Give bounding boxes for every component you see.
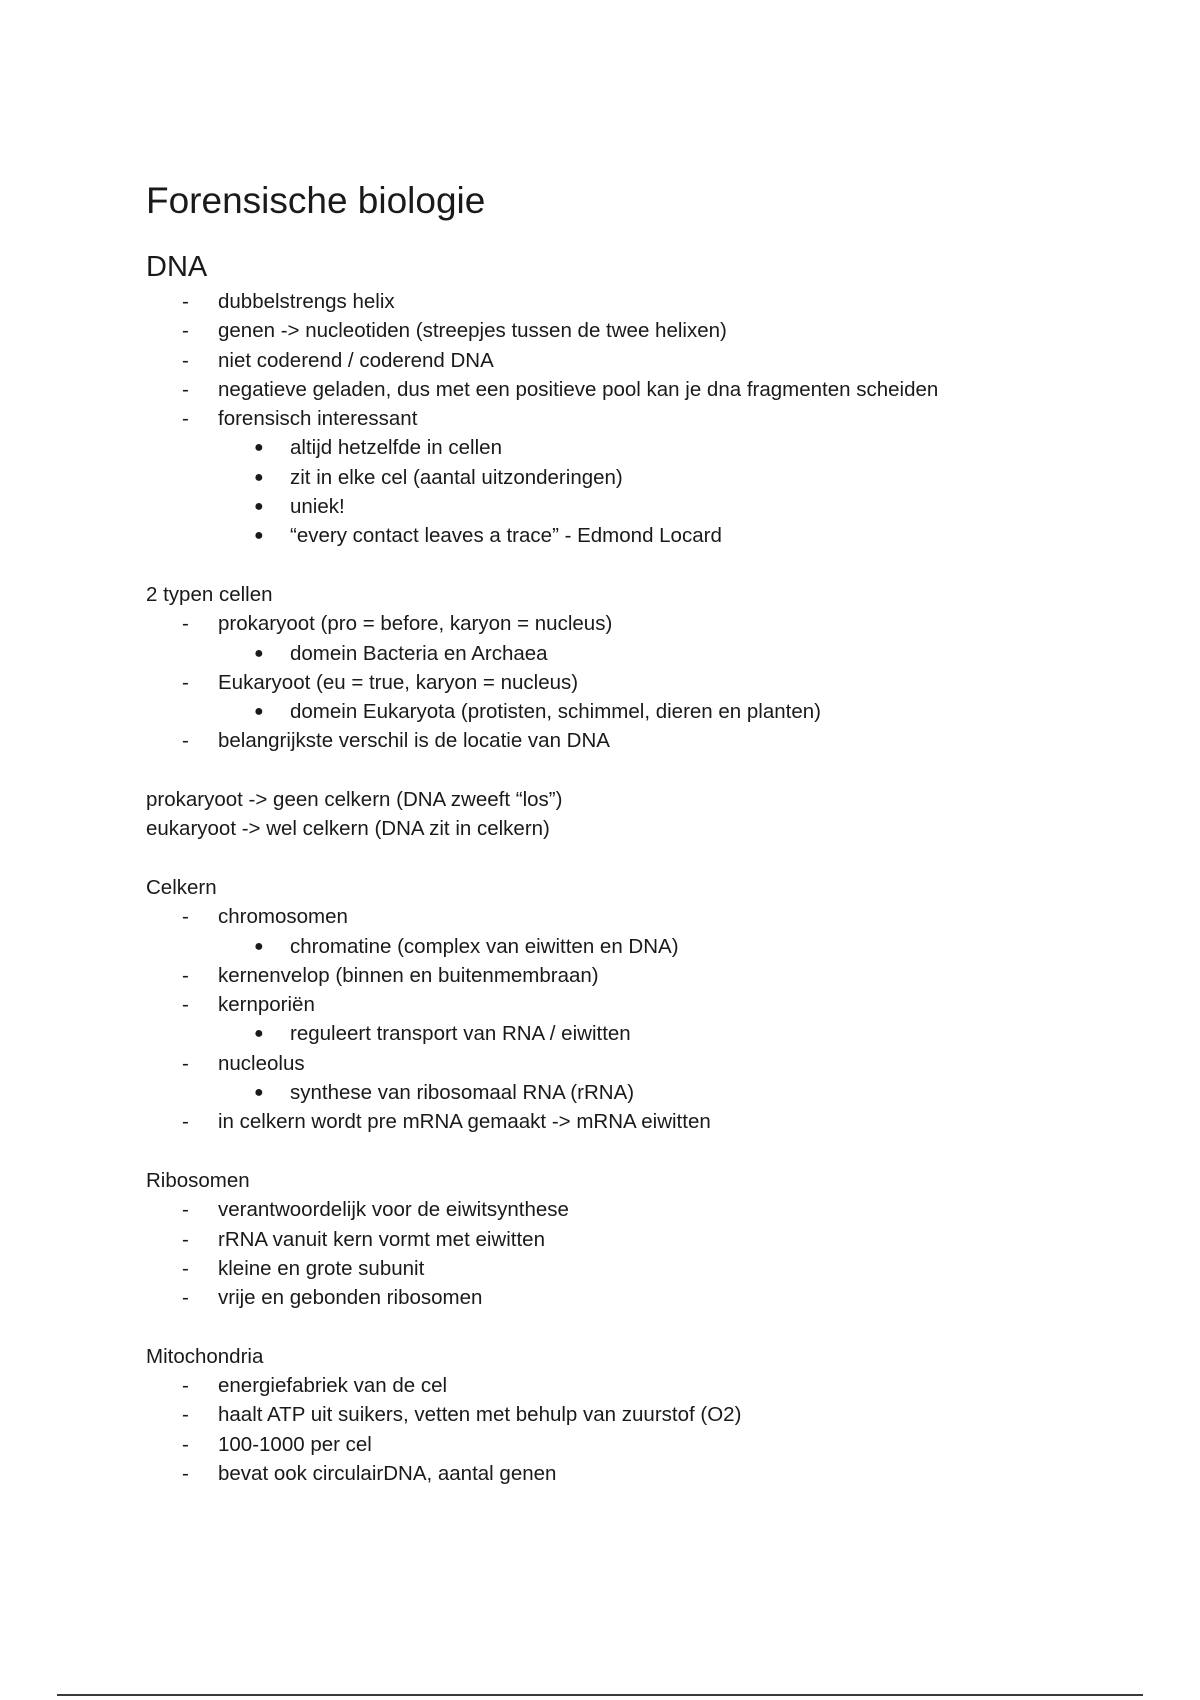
celkern-list <box>146 902 1106 1136</box>
section-heading-ribosomen: Ribosomen <box>146 1168 250 1192</box>
section-heading-dna: DNA <box>146 251 208 283</box>
dash-marker: - <box>182 407 189 431</box>
sub-list-item-text: “every contact leaves a trace” - Edmond Locard <box>290 524 722 548</box>
blank-line <box>146 756 1106 785</box>
dash-marker: - <box>182 290 189 313</box>
list-item <box>146 1195 1106 1224</box>
section-heading-mitochondria: Mitochondria <box>146 1344 264 1368</box>
dash-marker: - <box>182 1110 189 1134</box>
dash-marker: - <box>182 1403 189 1427</box>
ribosomen-list <box>146 1195 1106 1312</box>
list-item-text: nucleolus <box>218 1051 305 1075</box>
sub-list-item <box>146 697 1106 726</box>
list-item <box>146 375 1106 404</box>
list-item-text: kleine en grote subunit <box>218 1256 425 1280</box>
list-item-text: negatieve geladen, dus met een positieve pool kan je dna fragmenten scheiden <box>218 377 939 401</box>
bullet-marker: ● <box>254 1025 264 1043</box>
comparison-line: prokaryoot -> geen celkern (DNA zweeft “los”) <box>146 788 563 812</box>
list-item-text: energiefabriek van de cel <box>218 1373 448 1397</box>
list-item-text: prokaryoot (pro = before, karyon = nucleus) <box>218 612 613 636</box>
list-item-text: bevat ook circulairDNA, aantal genen <box>218 1461 557 1485</box>
dash-marker: - <box>182 612 189 636</box>
sub-list-item <box>146 521 1106 550</box>
list-item-text: niet coderend / coderend DNA <box>218 348 494 372</box>
dash-marker: - <box>182 348 189 372</box>
dash-marker: - <box>182 905 189 929</box>
dash-marker: - <box>182 963 189 987</box>
sub-list-item-text: zit in elke cel (aantal uitzonderingen) <box>290 465 623 489</box>
sub-list-item <box>146 932 1106 961</box>
list-item <box>146 346 1106 375</box>
dash-marker: - <box>182 1256 189 1280</box>
list-item-text: rRNA vanuit kern vormt met eiwitten <box>218 1227 545 1251</box>
sub-list-item-text: domein Bacteria en Archaea <box>290 641 548 665</box>
comparison-line: eukaryoot -> wel celkern (DNA zit in celkern) <box>146 817 550 841</box>
list-item-text: verantwoordelijk voor de eiwitsynthese <box>218 1198 569 1222</box>
bullet-marker: ● <box>254 498 264 516</box>
sub-list-item <box>146 1019 1106 1048</box>
document-page <box>146 175 1106 1488</box>
bullet-marker: ● <box>254 439 264 457</box>
celltypes-list <box>146 609 1106 755</box>
sub-list-item-text: domein Eukaryota (protisten, schimmel, dieren en planten) <box>290 700 821 724</box>
dna-list <box>146 287 1106 551</box>
sub-list-item <box>146 463 1106 492</box>
list-item <box>146 287 1106 316</box>
blank-line <box>146 1137 1106 1166</box>
list-item <box>146 1430 1106 1459</box>
sub-list-item-text: altijd hetzelfde in cellen <box>290 436 502 460</box>
list-item-text: forensisch interessant <box>218 407 418 431</box>
dash-marker: - <box>182 1373 189 1397</box>
list-item-text: vrije en gebonden ribosomen <box>218 1286 483 1310</box>
blank-line <box>146 551 1106 580</box>
list-item-text: genen -> nucleotiden (streepjes tussen de twee helixen) <box>218 319 727 343</box>
dash-marker: - <box>182 1198 189 1222</box>
list-item <box>146 726 1106 755</box>
blank-line <box>146 1312 1106 1341</box>
list-item-text: kernporiën <box>218 993 315 1017</box>
list-item <box>146 404 1106 433</box>
list-item-text: dubbelstrengs helix <box>218 290 395 313</box>
list-item <box>146 990 1106 1019</box>
dash-marker: - <box>182 1432 189 1456</box>
list-item <box>146 1049 1106 1078</box>
bullet-marker: ● <box>254 527 264 545</box>
list-item <box>146 609 1106 638</box>
dash-marker: - <box>182 1227 189 1251</box>
list-item <box>146 961 1106 990</box>
list-item <box>146 1225 1106 1254</box>
sub-list-item-text: uniek! <box>290 495 345 519</box>
list-item <box>146 1371 1106 1400</box>
list-item <box>146 1254 1106 1283</box>
sub-list-item <box>146 433 1106 462</box>
list-item-text: in celkern wordt pre mRNA gemaakt -> mRNA eiwitten <box>218 1110 711 1134</box>
sub-list-item-text: reguleert transport van RNA / eiwitten <box>290 1022 631 1046</box>
bullet-marker: ● <box>254 937 264 955</box>
sub-list-item <box>146 639 1106 668</box>
dash-marker: - <box>182 670 189 694</box>
bullet-marker: ● <box>254 644 264 662</box>
section-heading-celkern: Celkern <box>146 875 217 899</box>
sub-list-item <box>146 1078 1106 1107</box>
dash-marker: - <box>182 1286 189 1310</box>
list-item-text: 100-1000 per cel <box>218 1432 372 1456</box>
list-item <box>146 1107 1106 1136</box>
bullet-marker: ● <box>254 703 264 721</box>
dash-marker: - <box>182 377 189 401</box>
list-item <box>146 902 1106 931</box>
list-item <box>146 668 1106 697</box>
mitochondria-list <box>146 1371 1106 1488</box>
dash-marker: - <box>182 729 189 753</box>
list-item <box>146 1459 1106 1488</box>
list-item-text: Eukaryoot (eu = true, karyon = nucleus) <box>218 670 579 694</box>
bullet-marker: ● <box>254 468 264 486</box>
list-item-text: belangrijkste verschil is de locatie van DNA <box>218 729 610 753</box>
list-item <box>146 1283 1106 1312</box>
dash-marker: - <box>182 993 189 1017</box>
document-title: Forensische biologie <box>146 180 486 221</box>
blank-line <box>146 844 1106 873</box>
list-item <box>146 316 1106 345</box>
list-item-text: kernenvelop (binnen en buitenmembraan) <box>218 963 599 987</box>
page-bottom-rule <box>57 1694 1143 1696</box>
section-heading-celltypes: 2 typen cellen <box>146 582 273 606</box>
dash-marker: - <box>182 1051 189 1075</box>
bullet-marker: ● <box>254 1084 264 1102</box>
sub-list-item <box>146 492 1106 521</box>
dash-marker: - <box>182 319 189 343</box>
sub-list-item-text: chromatine (complex van eiwitten en DNA) <box>290 934 679 958</box>
sub-list-item-text: synthese van ribosomaal RNA (rRNA) <box>290 1081 635 1105</box>
list-item <box>146 1400 1106 1429</box>
list-item-text: chromosomen <box>218 905 348 929</box>
list-item-text: haalt ATP uit suikers, vetten met behulp van zuurstof (O2) <box>218 1403 742 1427</box>
dash-marker: - <box>182 1461 189 1485</box>
